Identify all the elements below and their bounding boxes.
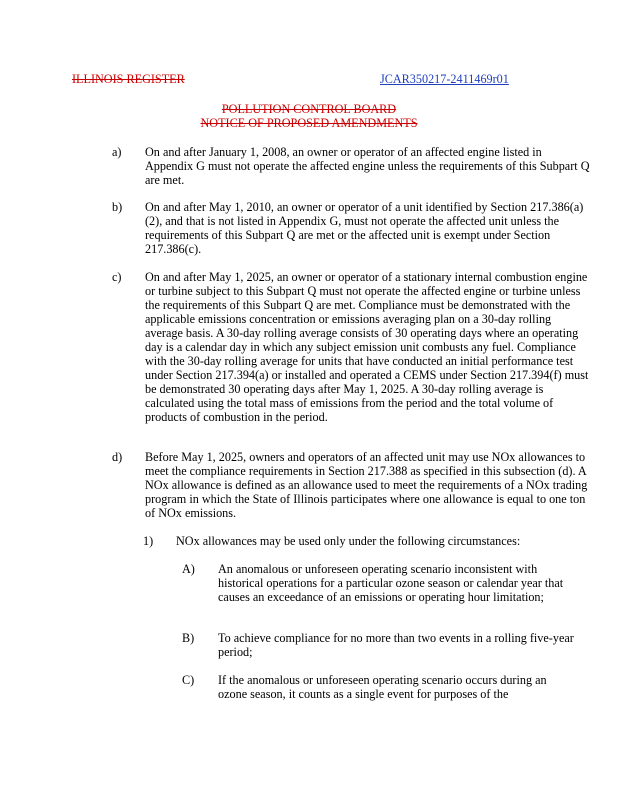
notice-title: NOTICE OF PROPOSED AMENDMENTS [200, 116, 418, 130]
paragraph-label: a) [112, 145, 122, 159]
document-id-link[interactable]: JCAR350217-2411469r01 [380, 72, 509, 86]
paragraph-text: Before May 1, 2025, owners and operators of an affected unit may use NOx allowances to meet the compliance requirements in Section 217.388 as specified in this subsection (d). A NOx allowance is defined as an allowance used to meet the requirements of a NOx trading program in which the State of Illinois participates where one allowance is equal to one ton of NOx emissions. [145, 450, 588, 520]
clause-label: A) [182, 562, 195, 576]
paragraph-text: On and after May 1, 2025, an owner or operator of a stationary internal combustion engine or turbine subject to this Subpart Q must not operate the affected engine or turbine unless the requirements of this Subpart Q are met. Compliance must be demonstrated with the applicable emissions concentration or emissions averaging plan on a 30-day rolling average basis. A 30-day rolling average consists of 30 operating days where an operating day is a calendar day in which any subject emission unit combusts any fuel. Compliance with the 30-day rolling average for units that have conducted an initial performance test under Section 217.394(a) or installed and operated a CEMS under Section 217.394(f) must be demonstrated 30 operating days after May 1, 2025. A 30-day rolling average is calculated using the total mass of emissions from the period and the total volume of products of combustion in the period. [145, 270, 589, 424]
register-header: ILLINOIS REGISTER [72, 72, 185, 86]
clause-label: C) [182, 673, 195, 687]
paragraph-text: On and after May 1, 2010, an owner or operator of a unit identified by Section 217.386(a)(2), and that is not listed in Appendix G, must not operate the affected unit unless the requirements of this Subpart Q are met or the affected unit is exempt under Section 217.386(c). [145, 200, 584, 256]
subparagraph-label: 1) [143, 534, 154, 548]
subparagraph-text: NOx allowances may be used only under the following circumstances: [176, 534, 521, 548]
board-title: POLLUTION CONTROL BOARD [221, 102, 397, 116]
paragraph-label: b) [112, 200, 123, 214]
paragraph-label: c) [112, 270, 122, 284]
paragraph-text: On and after January 1, 2008, an owner or operator of an affected engine listed in Appendix G must not operate the affected engine unless the requirements of this Subpart Q are met. [145, 145, 590, 187]
clause-label: B) [182, 631, 195, 645]
clause-text: If the anomalous or unforeseen operating scenario occurs during an ozone season, it counts as a single event for purposes of the [218, 673, 547, 701]
clause-text: An anomalous or unforeseen operating scenario inconsistent with historical operations for a particular ozone season or calendar year that causes an exceedance of an emissions or operating hour limitation; [218, 562, 564, 604]
clause-text: To achieve compliance for no more than two events in a rolling five-year period; [218, 631, 574, 659]
paragraph-label: d) [112, 450, 123, 464]
